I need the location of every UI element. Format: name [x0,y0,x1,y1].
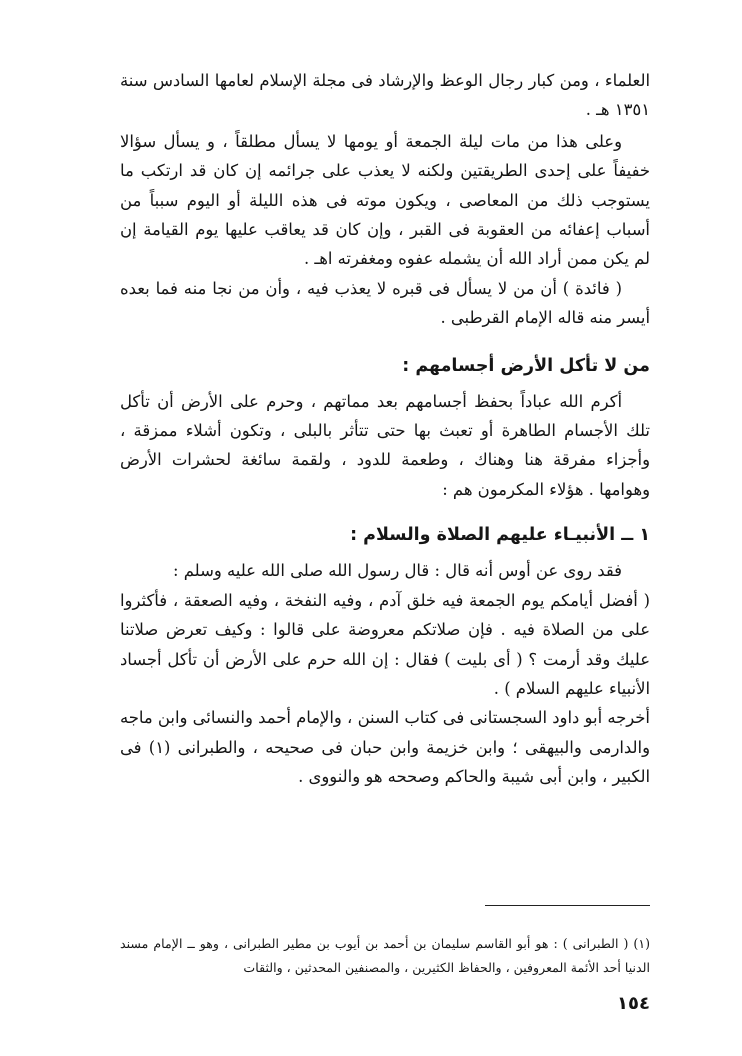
book-page [120,66,650,1036]
footnote: (١) ( الطبرانى ) : هو أبو القاسم سليمان بن أحمد بن أيوب بن مطير الطبرانى ، وهو ــ الإمام مسند الدنيا أحد الأئمة المعروفين ، والحفاظ الكثيرين ، والمصنفين المحدثين ، والثقات [120,936,650,975]
paragraph-hadith-sources: أخرجه أبو داود السجستانى فى كتاب السنن ، والإمام أحمد والنسائى وابن ماجه والدارمى والبيهقى ؛ وابن خزيمة وابن حبان فى صحيحه ، والطبرانى (١) فى الكبير ، وابن أبى شيبة والحاكم وصححه هو والنووى . [120,708,651,787]
section-heading: من لا تأكل الأرض أجسامهم : [402,355,650,376]
paragraph-continuation: العلماء ، ومن كبار رجال الوعظ والإرشاد فى مجلة الإسلام لعامها السادس سنة ١٣٥١ هـ . [120,71,650,120]
page-number: ١٥٤ [617,993,650,1014]
paragraph-preserved-bodies: أكرم الله عباداً بحفظ أجسامهم بعد مماتهم ، وحرم على الأرض أن تأكل تلك الأجسام الطاهرة أو تعبث بها حتى تتأثر بالبلى ، وتكون أشلاء ممزقة ، وأجزاء مفرقة هنا وهناك ، وطعمة للدود ، ولقمة سائغة لحشرات الأرض وهوامها . هؤلاء المكرمون هم : [120,391,650,499]
footnote-separator [485,905,650,906]
paragraph-hadith-quote: ( أفضل أيامكم يوم الجمعة فيه خلق آدم ، وفيه النفخة ، وفيه الصعقة ، فأكثروا على من الصلاة فيه . فإن صلاتكم معروضة على قالوا : وكيف تعرض صلاتنا عليك وقد أرمت ؟ ( أى بليت ) فقال : إن الله حرم على الأرض أن تأكل أجساد الأنبياء عليهم السلام ) . [120,590,650,698]
paragraph-benefit-note: ( فائدة ) أن من لا يسأل فى قبره لا يعذب فيه ، وأن من نجا منه فما بعده أيسر منه قاله الإمام القرطبى . [120,278,650,328]
paragraph-narration-intro: فقد روى عن أوس أنه قال : قال رسول الله صلى الله عليه وسلم : [173,561,622,581]
subsection-heading-prophets: ١ ــ الأنبيـاء عليهم الصلاة والسلام : [350,525,650,546]
paragraph-friday-death: وعلى هذا من مات ليلة الجمعة أو يومها لا يسأل مطلقاً ، و يسأل سؤالا خفيفاً على إحدى الطريقتين ولكنه لا يعذب على جرائمه إن كان قد ارتكب ما يستوجب ذلك من المعاصى ، ويكون موته فى هذه الليلة أو اليوم سبباً من أسباب إعفائه من العقوبة فى القبر ، وإن كان قد يعاقب عليها يوم القيامة إن لم يكن ممن أراد الله أن يشمله عفوه ومغفرته اهـ . [120,131,650,269]
